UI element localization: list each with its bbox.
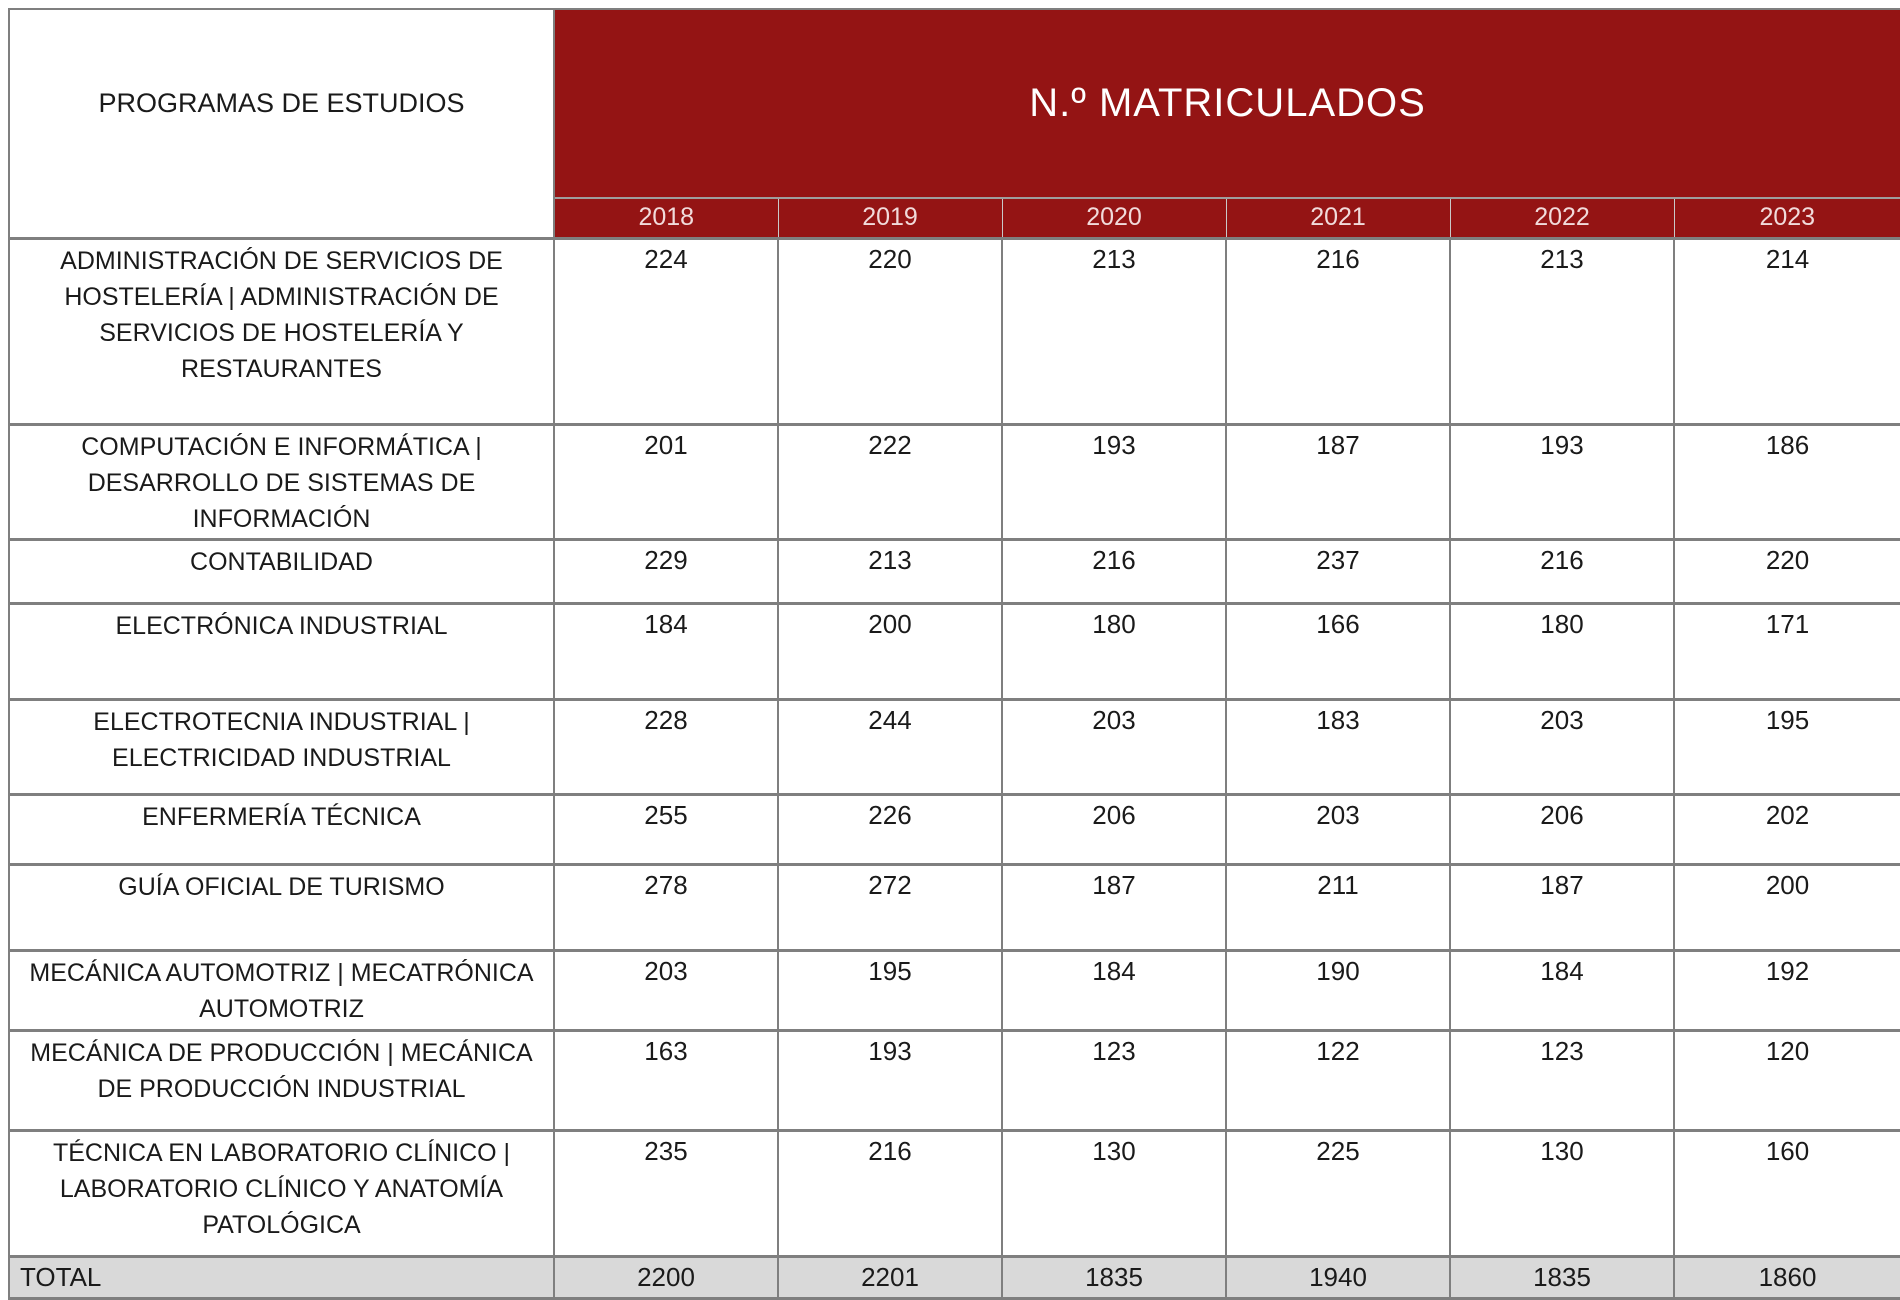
value-cell: 203	[1002, 699, 1226, 794]
value-cell: 213	[778, 539, 1002, 603]
year-header-2018: 2018	[554, 198, 778, 238]
value-cell: 123	[1002, 1030, 1226, 1130]
value-cell: 187	[1226, 424, 1450, 539]
year-header-2023: 2023	[1674, 198, 1900, 238]
value-cell: 235	[554, 1130, 778, 1256]
program-name: MECÁNICA AUTOMOTRIZ | MECATRÓNICA AUTOMOTRIZ	[9, 950, 554, 1030]
total-value-cell: 1940	[1226, 1256, 1450, 1298]
value-cell: 216	[1002, 539, 1226, 603]
table-row	[9, 603, 1900, 699]
total-row	[9, 1256, 1900, 1298]
value-cell: 195	[1674, 699, 1900, 794]
program-name: ELECTRÓNICA INDUSTRIAL	[9, 603, 554, 699]
total-value-cell: 1860	[1674, 1256, 1900, 1298]
matriculados-group-header: N.º MATRICULADOS	[554, 9, 1900, 198]
value-cell: 278	[554, 864, 778, 950]
value-cell: 190	[1226, 950, 1450, 1030]
value-cell: 216	[1226, 238, 1450, 424]
table-row	[9, 950, 1900, 1030]
value-cell: 222	[778, 424, 1002, 539]
value-cell: 187	[1450, 864, 1674, 950]
table-row	[9, 238, 1900, 424]
program-name: CONTABILIDAD	[9, 539, 554, 603]
table-row	[9, 539, 1900, 603]
value-cell: 237	[1226, 539, 1450, 603]
value-cell: 220	[1674, 539, 1900, 603]
value-cell: 216	[1450, 539, 1674, 603]
value-cell: 255	[554, 794, 778, 864]
table-row	[9, 1030, 1900, 1130]
value-cell: 120	[1674, 1030, 1900, 1130]
value-cell: 130	[1450, 1130, 1674, 1256]
value-cell: 201	[554, 424, 778, 539]
value-cell: 187	[1002, 864, 1226, 950]
value-cell: 186	[1674, 424, 1900, 539]
value-cell: 206	[1450, 794, 1674, 864]
program-name: ADMINISTRACIÓN DE SERVICIOS DE HOSTELERÍA | ADMINISTRACIÓN DE SERVICIOS DE HOSTELERÍA Y RESTAURANTES	[9, 238, 554, 424]
value-cell: 213	[1002, 238, 1226, 424]
total-value-cell: 1835	[1002, 1256, 1226, 1298]
value-cell: 214	[1674, 238, 1900, 424]
value-cell: 272	[778, 864, 1002, 950]
program-column-header: PROGRAMAS DE ESTUDIOS	[9, 9, 554, 238]
value-cell: 163	[554, 1030, 778, 1130]
value-cell: 184	[1450, 950, 1674, 1030]
value-cell: 184	[1002, 950, 1226, 1030]
year-header-2022: 2022	[1450, 198, 1674, 238]
table-row	[9, 699, 1900, 794]
program-name: ENFERMERÍA TÉCNICA	[9, 794, 554, 864]
value-cell: 228	[554, 699, 778, 794]
value-cell: 130	[1002, 1130, 1226, 1256]
program-name: GUÍA OFICIAL DE TURISMO	[9, 864, 554, 950]
value-cell: 206	[1002, 794, 1226, 864]
value-cell: 160	[1674, 1130, 1900, 1256]
program-name: COMPUTACIÓN E INFORMÁTICA | DESARROLLO DE SISTEMAS DE INFORMACIÓN	[9, 424, 554, 539]
value-cell: 180	[1450, 603, 1674, 699]
value-cell: 213	[1450, 238, 1674, 424]
value-cell: 225	[1226, 1130, 1450, 1256]
value-cell: 202	[1674, 794, 1900, 864]
value-cell: 192	[1674, 950, 1900, 1030]
program-name: MECÁNICA DE PRODUCCIÓN | MECÁNICA DE PRODUCCIÓN INDUSTRIAL	[9, 1030, 554, 1130]
table-row	[9, 424, 1900, 539]
value-cell: 122	[1226, 1030, 1450, 1130]
value-cell: 193	[778, 1030, 1002, 1130]
header-row	[9, 9, 1900, 198]
program-name: TÉCNICA EN LABORATORIO CLÍNICO | LABORATORIO CLÍNICO Y ANATOMÍA PATOLÓGICA	[9, 1130, 554, 1256]
total-value-cell: 2201	[778, 1256, 1002, 1298]
value-cell: 226	[778, 794, 1002, 864]
total-label: TOTAL	[9, 1256, 554, 1298]
enrollment-table	[8, 8, 1900, 1300]
value-cell: 244	[778, 699, 1002, 794]
value-cell: 200	[1674, 864, 1900, 950]
year-header-2021: 2021	[1226, 198, 1450, 238]
total-value-cell: 1835	[1450, 1256, 1674, 1298]
value-cell: 184	[554, 603, 778, 699]
value-cell: 200	[778, 603, 1002, 699]
value-cell: 211	[1226, 864, 1450, 950]
value-cell: 180	[1002, 603, 1226, 699]
year-header-2020: 2020	[1002, 198, 1226, 238]
value-cell: 203	[554, 950, 778, 1030]
total-value-cell: 2200	[554, 1256, 778, 1298]
value-cell: 193	[1002, 424, 1226, 539]
value-cell: 229	[554, 539, 778, 603]
value-cell: 224	[554, 238, 778, 424]
value-cell: 166	[1226, 603, 1450, 699]
value-cell: 195	[778, 950, 1002, 1030]
value-cell: 193	[1450, 424, 1674, 539]
value-cell: 216	[778, 1130, 1002, 1256]
table-row	[9, 794, 1900, 864]
value-cell: 203	[1450, 699, 1674, 794]
value-cell: 220	[778, 238, 1002, 424]
program-name: ELECTROTECNIA INDUSTRIAL | ELECTRICIDAD INDUSTRIAL	[9, 699, 554, 794]
value-cell: 171	[1674, 603, 1900, 699]
value-cell: 123	[1450, 1030, 1674, 1130]
value-cell: 203	[1226, 794, 1450, 864]
value-cell: 183	[1226, 699, 1450, 794]
table-row	[9, 864, 1900, 950]
year-header-2019: 2019	[778, 198, 1002, 238]
table-row	[9, 1130, 1900, 1256]
